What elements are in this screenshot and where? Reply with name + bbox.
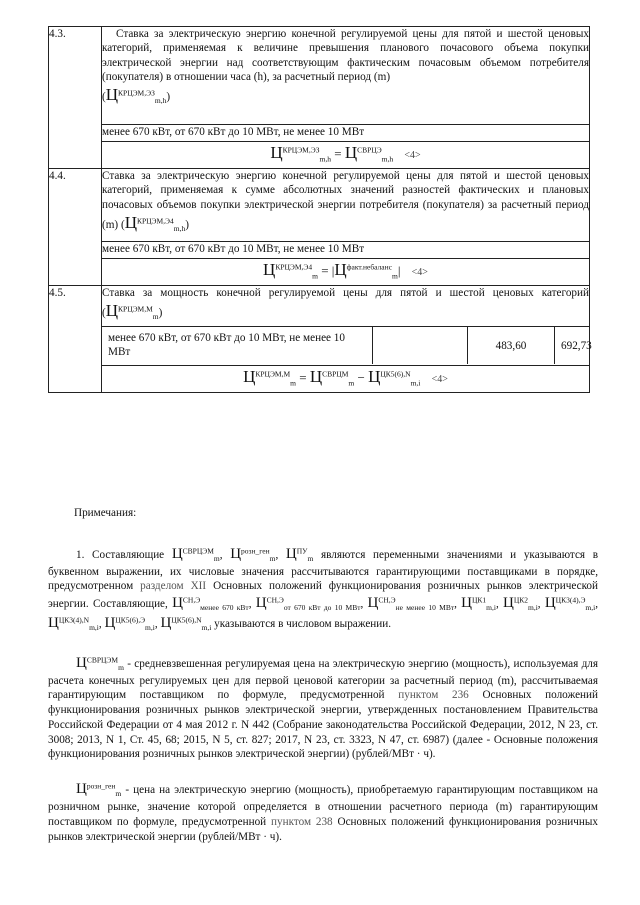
capacity-label: менее 670 кВт, от 670 кВт до 10 МВт, не менее 10 МВт — [102, 327, 373, 364]
row-4-3-sublabel — [49, 125, 590, 142]
symbol: $(Ц^{КРЦЭМ,Э4}_{m,h})$ — [120, 212, 189, 234]
value-cell: 692,73 — [561, 340, 592, 352]
formula: $Ц^{КРЦЭМ,ЭЗ}_{m,h} = Ц^{СВРЦЭ}_{m,h} <4>$ — [102, 142, 590, 169]
footnote-tag: <4> — [411, 267, 428, 278]
formula: $Ц^{КРЦЭМ,М}_m = Ц^{СВРЦМ}_m - Ц^{ЦК5(6),N}_{m,i} <4>$ — [102, 366, 590, 393]
notes-heading: Примечания: — [74, 507, 137, 519]
row-description: Ставка за электрическую энергию конечной регулируемой цены для пятой и шестой ценовых категорий, применяемая к величине превышения планового почасового объема покупки электрической энергии над соответствующим фактическим почасовым объемом потребителя (покупателя) в отношении часа (h), за расчетный период (m) $(Ц^{КРЦЭМ,ЭЗ}_{m,h})$ — [102, 27, 590, 125]
row-4-4-sublabel — [49, 242, 590, 259]
formula: $Ц^{КРЦЭМ,Э4}_m = |Ц^{факт.небаланс}_m| <4>$ — [102, 259, 590, 286]
note-rozn-gen: $Ц^{розн\_ген}_m$ - цена на электрическую энергию (мощность), приобретаемую гарантирующим поставщиком на розничном рынке, значение которой определяется в отношении расчетного периода (m) гарантирующим поставщиком по формуле, предусмотренной пунктом 238 Основных положений функционирования розничных рынков электрической энергии (рублей/МВт · ч). — [48, 781, 599, 843]
values-table — [102, 327, 592, 364]
row-4-5 — [49, 286, 590, 327]
point-link[interactable]: пунктом 238 — [271, 815, 333, 828]
footnote-tag: <4> — [404, 150, 421, 161]
footnote-tag: <4> — [431, 374, 448, 385]
note-1: 1. Составляющие $Ц^{СВРЦЭМ}_m$, $Ц^{розн\_ген}_m$, $Ц^{ПУ}_m$ являются переменными значениями и указываются в буквенном выражении, их числовые значения рассчитываются гарантирующими поставщиками в порядке, предусмотренном разделом XII Основных положений функционирования розничных рынков электрической энергии. Составляющие, $Ц^{СН,Э}_{менее 670 кВт}$, $Ц^{СН,Э}_{от 670 кВт до 10 МВт}$, $Ц^{СН,Э}_{не менее 10 МВт}$, $Ц^{ЦК1}_{m,i}$, $Ц^{ЦК2}_{m,i}$, $Ц^{ЦК3(4),Э}_{m,i}$, $Ц^{ЦК3(4),N}_{m,i}$, $Ц^{ЦК5(6),Э}_{m,i}$, $Ц^{ЦК5(6),N}_{m,i}$ указываются в числовом выражении. — [48, 545, 599, 633]
symbol: $(Ц^{КРЦЭМ,М}_m)$ — [102, 301, 163, 322]
capacity-label: менее 670 кВт, от 670 кВт до 10 МВт, не менее 10 МВт — [102, 242, 590, 259]
notes-section — [48, 506, 598, 844]
tariff-table — [48, 26, 590, 393]
row-4-3-formula — [49, 142, 590, 169]
note-svrtsem: $Ц^{СВРЦЭМ}_m$ - средневзвешенная регулируемая цена на электрическую энергию (мощность), используемая для расчета конечных регулируемых цен для первой ценовой категории за расчетный период (m), рассчитываемая гарантирующим поставщиком по формуле, предусмотренной пунктом 236 Основных положений функционирования розничных рынков электрической энергии, утвержденных постановлением Правительства Российской Федерации от 4 мая 2012 г. N 442 (Собрание законодательства Российской Федерации, 2012, N 23, ст. 3008; 2013, N 1, Ст. 45, 68; 2015, N 5, ст. 827; 2017, N 23, ст. 3323, N 47, ст. 6987) (далее - Основные положения функционирования розничных рынков электрической энергии) (рублей/МВт · ч). — [48, 654, 599, 761]
point-link[interactable]: пунктом 236 — [398, 689, 469, 702]
capacity-label: менее 670 кВт, от 670 кВт до 10 МВт, не менее 10 МВт — [102, 125, 590, 142]
symbol: $(Ц^{КРЦЭМ,ЭЗ}_{m,h})$ — [102, 85, 171, 106]
tariff-table-wrapper — [48, 26, 590, 393]
row-4-4 — [49, 169, 590, 242]
row-4-5-values — [49, 327, 590, 366]
row-number: 4.3. — [49, 27, 102, 169]
value-cell: 483,60 — [468, 327, 555, 364]
empty-cell — [373, 327, 468, 364]
row-4-3 — [49, 27, 590, 125]
row-description: Ставка за электрическую энергию конечной регулируемой цены для пятой и шестой ценовых категорий, применяемая к сумме абсолютных значений разностей фактических и плановых почасовых объемов покупки электрической энергии потребителя (покупателя) за расчетный период (m) $(Ц^{КРЦЭМ,Э4}_{m,h})$ — [102, 169, 590, 242]
section-link[interactable]: разделом XII — [140, 580, 207, 593]
row-4-5-formula — [49, 366, 590, 393]
row-number: 4.4. — [49, 169, 102, 286]
row-description: Ставка за мощность конечной регулируемой цены для пятой и шестой ценовых категорий $(Ц^{КРЦЭМ,М}_m)$ — [102, 286, 590, 327]
values-cell — [102, 327, 590, 366]
row-number: 4.5. — [49, 286, 102, 393]
row-4-4-formula — [49, 259, 590, 286]
